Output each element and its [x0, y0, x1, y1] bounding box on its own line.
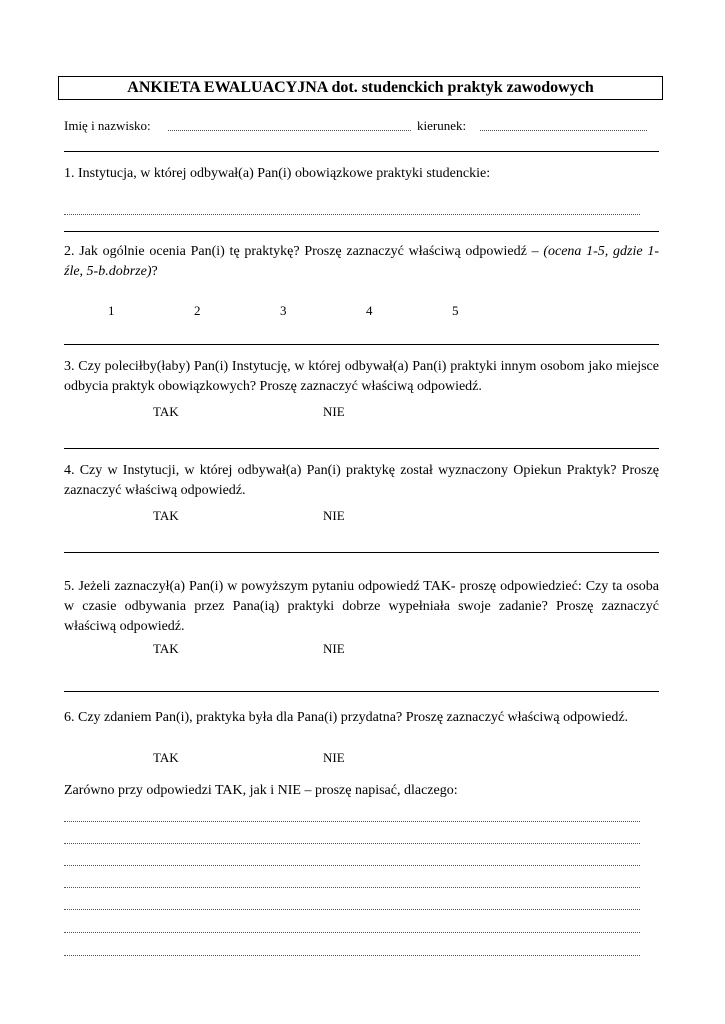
rating-option-5[interactable]: 5 — [452, 303, 459, 318]
divider — [64, 691, 659, 692]
question-3-text: 3. Czy poleciłby(łaby) Pan(i) Instytucję, w której odbywał(a) Pan(i) praktyki innym osobom jako miejsce odbycia praktyk obowiązkowych? Proszę zaznaczyć właściwą odpowiedź. — [64, 359, 659, 394]
rating-option-3[interactable]: 3 — [280, 303, 287, 318]
question-6-no-option[interactable]: NIE — [323, 750, 345, 765]
name-label: Imię i nazwisko: — [64, 118, 151, 133]
question-5-yes-option[interactable]: TAK — [153, 641, 179, 656]
divider — [64, 448, 659, 449]
answer-line[interactable] — [64, 955, 640, 956]
question-3-yes-option[interactable]: TAK — [153, 404, 179, 419]
question-5-text: 5. Jeżeli zaznaczył(a) Pan(i) w powyższym pytaniu odpowiedź TAK- proszę odpowiedzieć: Czy ta osoba w czasie odbywania przez Pana(ią) praktyki dobrze wypełniała swoje zadanie? Proszę zaznaczyć właściwą odpowiedź. — [64, 579, 659, 634]
answer-line[interactable] — [64, 821, 640, 822]
question-2-scale-hint: (ocena 1-5, gdzie 1-źle, 5-b.dobrze) — [64, 244, 659, 279]
answer-line[interactable] — [64, 909, 640, 910]
question-1-answer-line[interactable] — [64, 214, 640, 215]
field-of-study-field[interactable] — [480, 130, 647, 131]
name-field[interactable] — [168, 130, 411, 131]
question-4-yes-option[interactable]: TAK — [153, 508, 179, 523]
question-1-text: 1. Instytucja, w której odbywał(a) Pan(i) obowiązkowe praktyki studenckie: — [64, 166, 491, 181]
answer-line[interactable] — [64, 887, 640, 888]
question-4-text: 4. Czy w Instytucji, w której odbywał(a) Pan(i) praktykę został wyznaczony Opiekun Praktyk? Proszę zaznaczyć właściwą odpowiedź. — [64, 463, 659, 498]
question-6-explain-prompt: Zarówno przy odpowiedzi TAK, jak i NIE – proszę napisać, dlaczego: — [64, 783, 458, 798]
form-title: ANKIETA EWALUACYJNA dot. studenckich praktyk zawodowych — [58, 76, 663, 100]
divider — [64, 344, 659, 345]
divider — [64, 552, 659, 553]
rating-option-1[interactable]: 1 — [108, 303, 115, 318]
question-6-text: 6. Czy zdaniem Pan(i), praktyka była dla Pana(i) przydatna? Proszę zaznaczyć właściwą odpowiedź. — [64, 710, 629, 725]
answer-line[interactable] — [64, 843, 640, 844]
answer-line[interactable] — [64, 865, 640, 866]
divider — [64, 151, 659, 152]
question-5-no-option[interactable]: NIE — [323, 641, 345, 656]
answer-line[interactable] — [64, 932, 640, 933]
rating-option-4[interactable]: 4 — [366, 303, 373, 318]
rating-option-2[interactable]: 2 — [194, 303, 201, 318]
question-3-no-option[interactable]: NIE — [323, 404, 345, 419]
divider — [64, 231, 659, 232]
question-6-yes-option[interactable]: TAK — [153, 750, 179, 765]
question-2-text: 2. Jak ogólnie ocenia Pan(i) tę praktykę? Proszę zaznaczyć właściwą odpowiedź – (ocena 1-5, gdzie 1-źle, 5-b.dobrze)? — [64, 244, 659, 279]
field-of-study-label: kierunek: — [417, 118, 467, 133]
question-4-no-option[interactable]: NIE — [323, 508, 345, 523]
